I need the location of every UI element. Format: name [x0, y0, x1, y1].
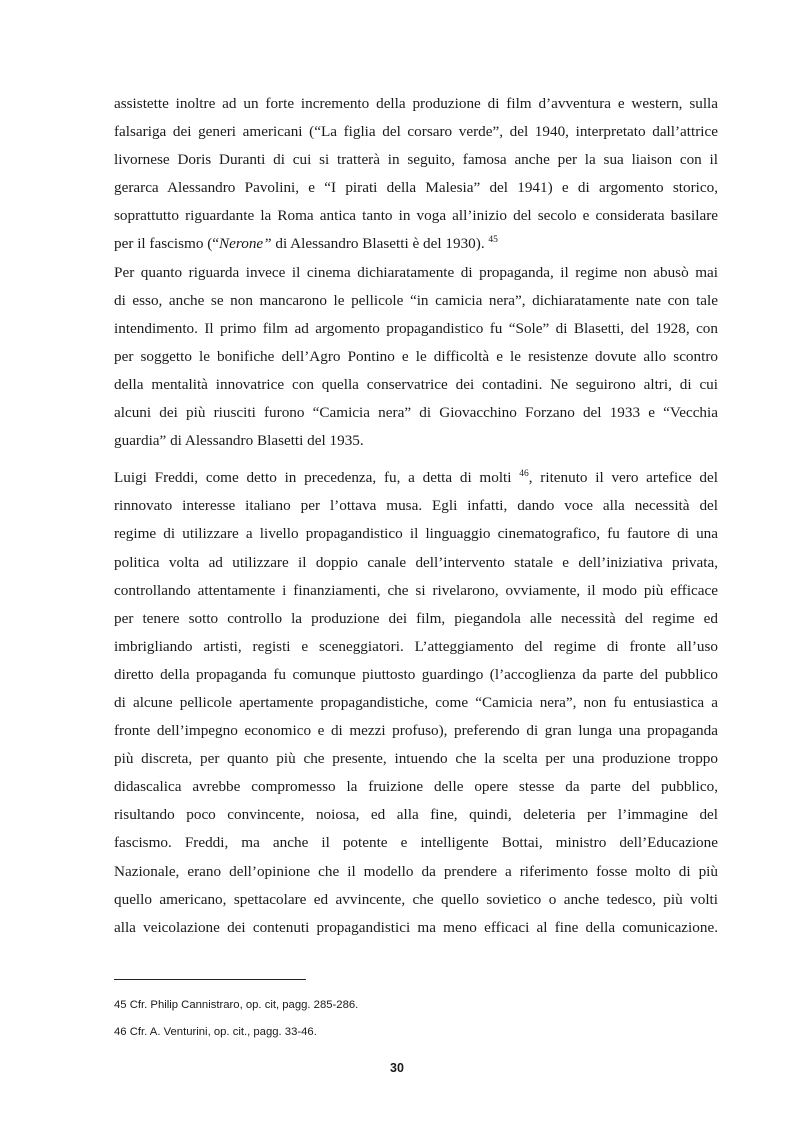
paragraph-gap: [114, 455, 718, 464]
text-line: quello americano, spettacolare ed avvincente, che quello sovietico o anche tedesco, più volti: [114, 890, 718, 908]
text-line: falsariga dei generi americani (“La figlia del corsaro verde”, del 1940, interpretato dall’attrice: [114, 123, 718, 141]
text-line: alla veicolazione dei contenuti propagandistici ma meno efficaci al fine della comunicazione.: [114, 918, 718, 936]
text-line: diretto della propaganda fu comunque piuttosto guardingo (l’accoglienza da parte del pubblico: [114, 665, 718, 683]
footnote-45: 45 Cfr. Philip Cannistraro, op. cit, pagg. 285-286.: [114, 999, 359, 1011]
text-line: per tenere sotto controllo la produzione dei film, piegandola alle necessità del regime ed: [114, 609, 718, 627]
paragraph-1: [114, 90, 718, 259]
page-body: [114, 90, 718, 942]
text-line: soprattutto riguardante la Roma antica tanto in voga all’inizio del secolo e considerata basilare: [114, 207, 718, 225]
text-line: politica volta ad utilizzare il doppio canale dell’intervento statale e dell’iniziativa privata,: [114, 553, 718, 571]
text-line: gerarca Alessandro Pavolini, e “I pirati della Malesia” del 1941) e di argomento storico,: [114, 179, 718, 197]
film-title-italic: Nerone”: [219, 235, 272, 253]
text-line: fascismo. Freddi, ma anche il potente e intelligente Bottai, ministro dell’Educazione: [114, 834, 718, 852]
text-line: [114, 230, 718, 258]
text-line: intendimento. Il primo film ad argomento propagandistico fu “Sole” di Blasetti, del 1928, con: [114, 319, 718, 337]
text-line: livornese Doris Duranti di cui si tratterà in seguito, famosa anche per la sua liaison con il: [114, 151, 718, 169]
text-line: [114, 464, 718, 492]
text-line: della mentalità innovatrice con quella conservatrice dei contadini. Ne seguirono altri, di cui: [114, 375, 718, 393]
text-segment: Luigi Freddi, come detto in precedenza, fu, a detta di molti: [114, 469, 520, 487]
footnote-separator: [114, 979, 306, 980]
text-line: risultando poco convincente, noiosa, ed alla fine, quindi, deleteria per l’immagine del: [114, 806, 718, 824]
text-line: didascalica avrebbe compromesso la fruizione delle opere stesse da parte del pubblico,: [114, 778, 718, 796]
paragraph-2: [114, 259, 718, 456]
text-line: imbrigliando artisti, registi e sceneggiatori. L’atteggiamento del regime di fronte all’uso: [114, 637, 718, 655]
footnote-ref-45[interactable]: 45: [488, 235, 498, 246]
text-segment: per il fascismo (“: [114, 235, 220, 253]
paragraph-3: [114, 464, 718, 942]
text-line: di esso, anche se non mancarono le pellicole “in camicia nera”, dichiaratamente nate con tale: [114, 291, 718, 309]
text-segment: , ritenuto il vero artefice del: [528, 469, 718, 487]
page-number: 30: [390, 1061, 404, 1075]
text-line: guardia” di Alessandro Blasetti del 1935.: [114, 432, 364, 450]
footnote-ref-46[interactable]: 46: [519, 469, 529, 480]
text-line: Per quanto riguarda invece il cinema dichiaratamente di propaganda, il regime non abusò mai: [114, 263, 718, 281]
text-line: alcuni dei più riusciti furono “Camicia nera” di Giovacchino Forzano del 1933 e “Vecchia: [114, 404, 718, 422]
text-line: di alcune pellicole apertamente propagandistiche, come “Camicia nera”, non fu entusiastica a: [114, 693, 718, 711]
text-line: più discreta, per quanto più che presente, intuendo che la scelta per una produzione troppo: [114, 750, 718, 768]
text-line: per soggetto le bonifiche dell’Agro Pontino e le difficoltà e le resistenze dovute allo scontro: [114, 347, 718, 365]
text-line: assistette inoltre ad un forte incremento della produzione di film d’avventura e western, sulla: [114, 95, 718, 112]
text-line: Nazionale, erano dell’opinione che il modello da prendere a riferimento fosse molto di più: [114, 862, 718, 880]
footnote-46: 46 Cfr. A. Venturini, op. cit., pagg. 33-46.: [114, 1026, 317, 1038]
text-segment: di Alessandro Blasetti è del 1930).: [271, 235, 485, 253]
text-line: rinnovato interesse italiano per l’ottava musa. Egli infatti, dando voce alla necessità del: [114, 497, 718, 515]
text-line: regime di utilizzare a livello propagandistico il linguaggio cinematografico, fu fautore di una: [114, 525, 718, 543]
text-line: controllando attentamente i finanziamenti, che si rivelarono, ovviamente, il modo più efficace: [114, 581, 718, 599]
text-line: fronte dell’impegno economico e di mezzi profuso), preferendo di gran lunga una propaganda: [114, 722, 718, 740]
